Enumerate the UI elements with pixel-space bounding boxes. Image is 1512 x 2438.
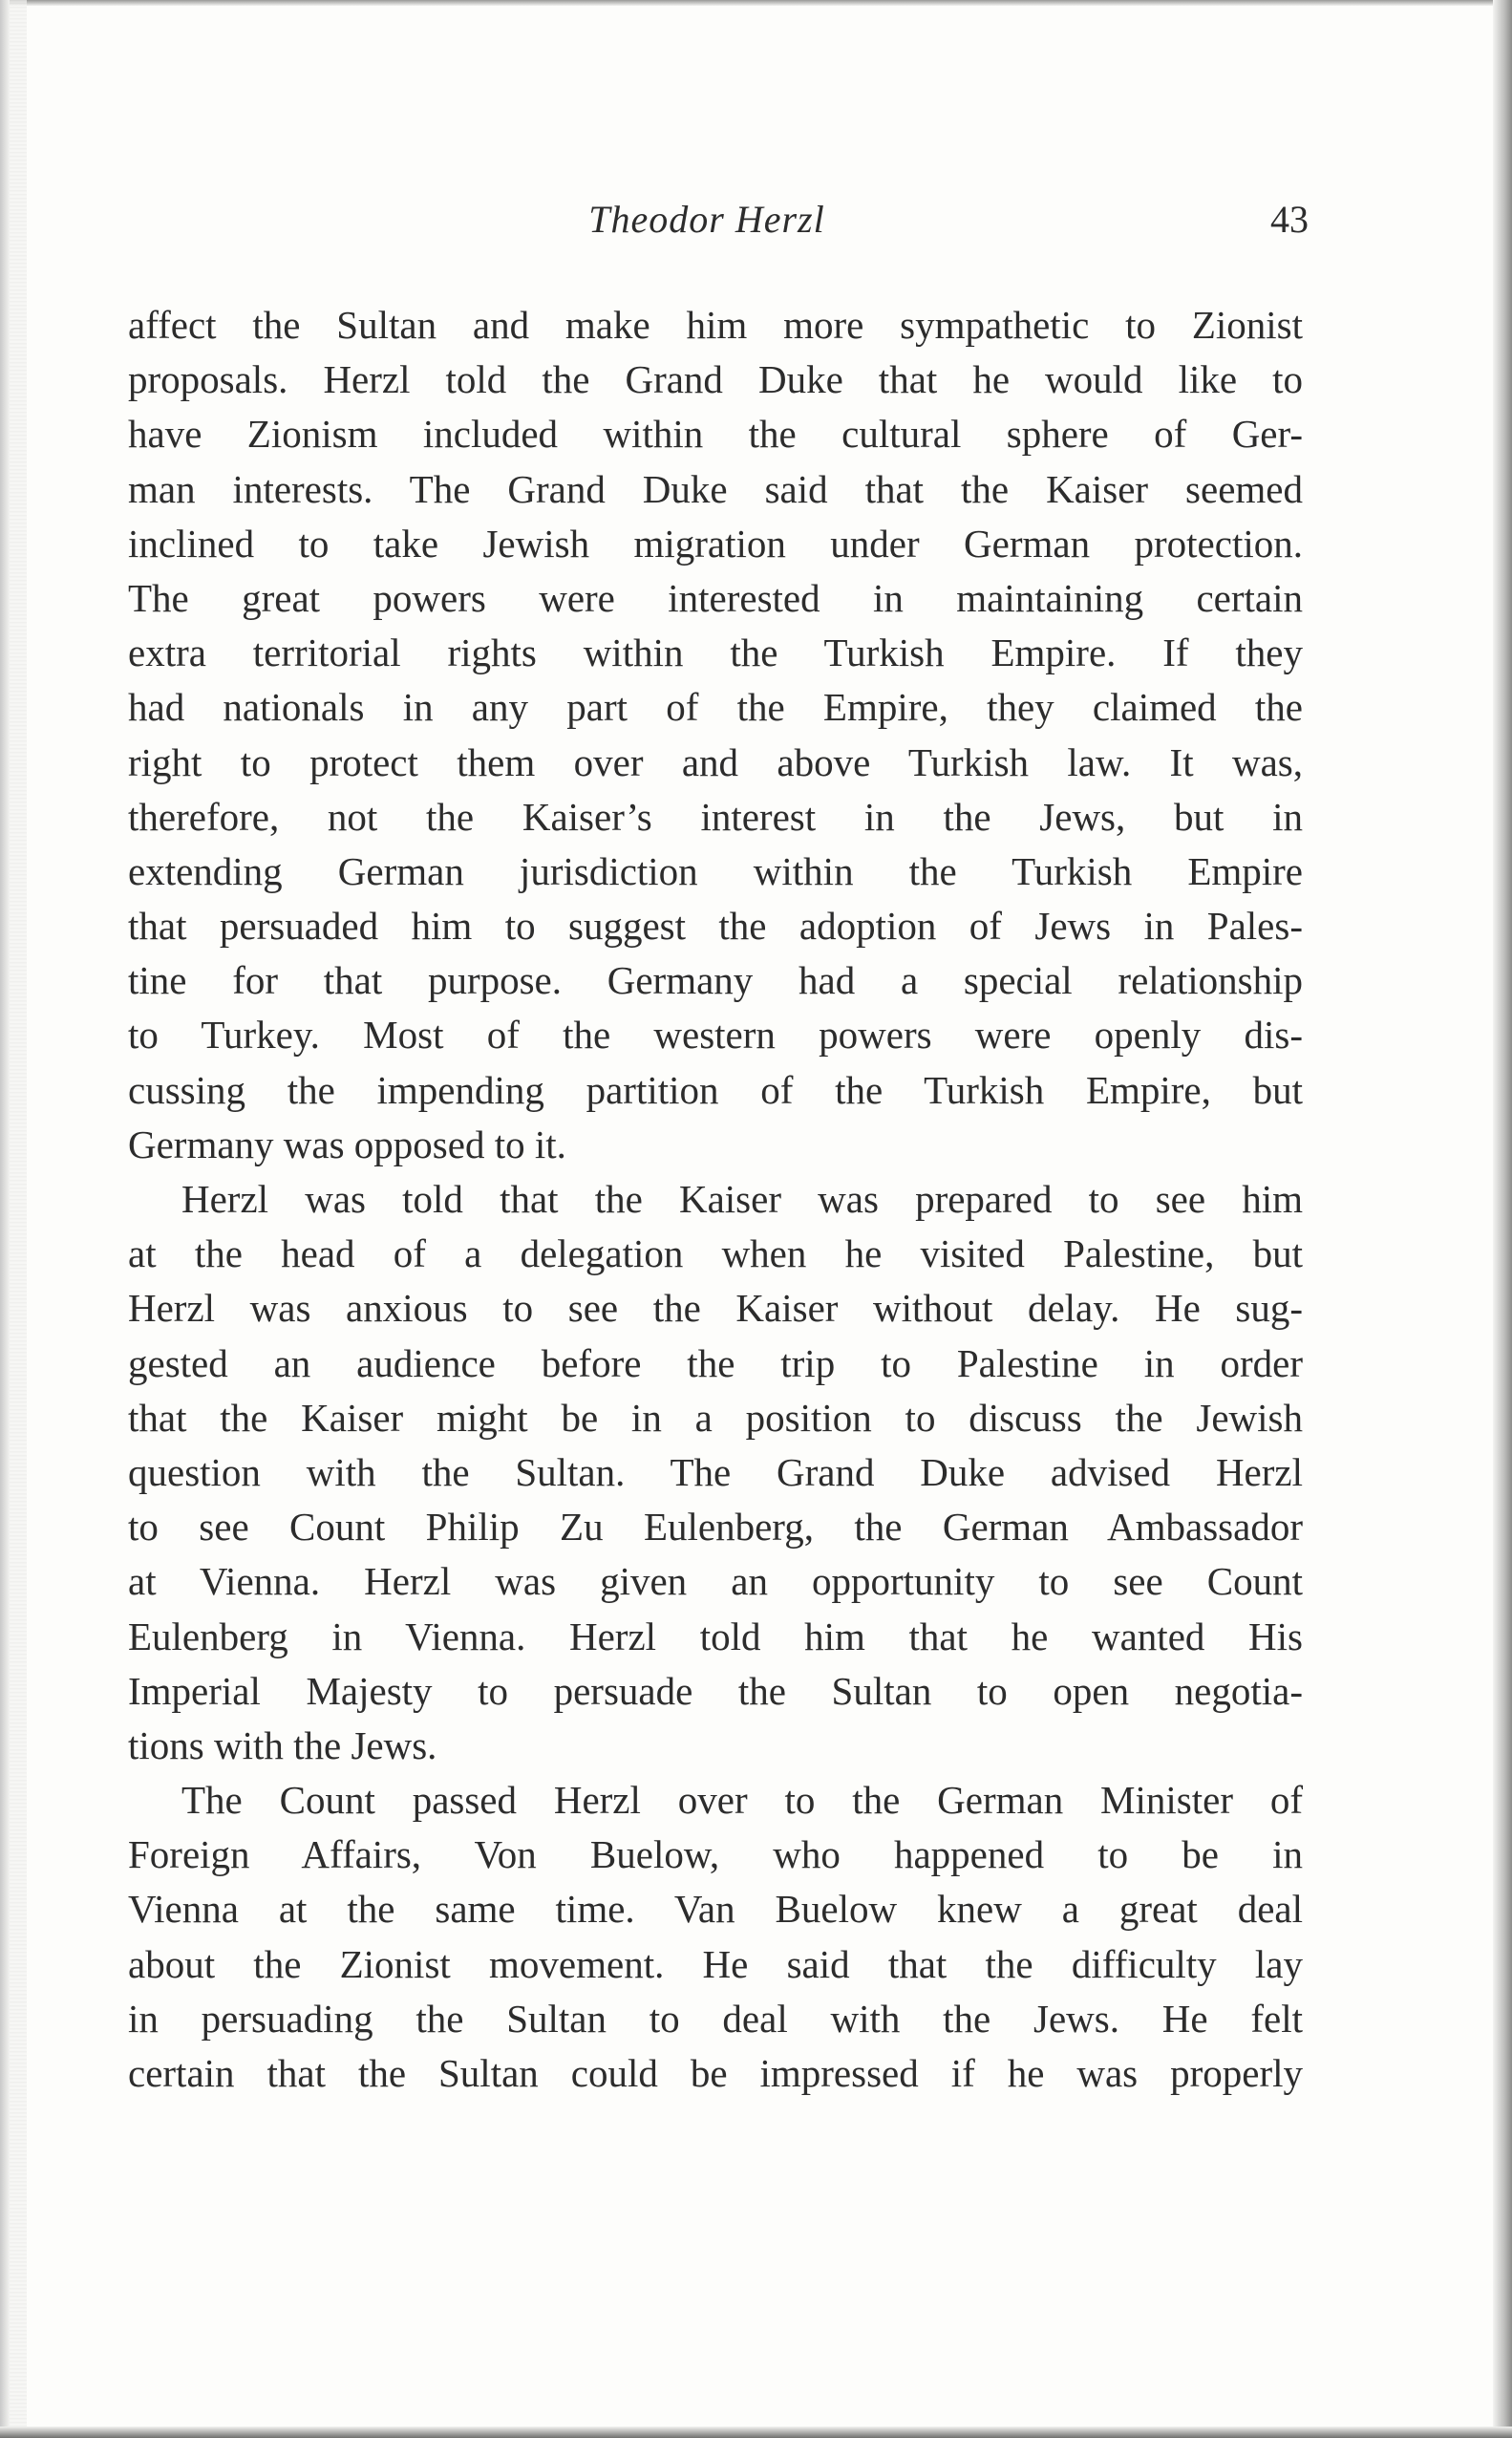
text-line: gested an audience before the trip to Palestine in order: [128, 1340, 1303, 1385]
text-line: inclined to take Jewish migration under German protection.: [128, 521, 1303, 566]
text-line: in persuading the Sultan to deal with the Jews. He felt: [128, 1996, 1303, 2041]
page-gutter-shadow: [10, 0, 27, 2438]
text-line: man interests. The Grand Duke said that the Kaiser seemed: [128, 466, 1303, 511]
text-line: Herzl was anxious to see the Kaiser without delay. He sug-: [128, 1286, 1303, 1331]
page-right-edge: [1493, 0, 1512, 2438]
text-line: about the Zionist movement. He said that the difficulty lay: [128, 1941, 1303, 1986]
text-line: have Zionism included within the cultural sphere of Ger-: [128, 412, 1303, 457]
body-text: [128, 298, 1303, 2101]
text-line: extra territorial rights within the Turkish Empire. If they: [128, 631, 1303, 675]
text-line: to Turkey. Most of the western powers were openly dis-: [128, 1013, 1303, 1058]
text-line: Imperial Majesty to persuade the Sultan to open negotia-: [128, 1668, 1303, 1713]
text-line: cussing the impending partition of the Turkish Empire, but: [128, 1067, 1303, 1112]
text-line: tine for that purpose. Germany had a special relationship: [128, 958, 1303, 1003]
paragraph-end-line: Germany was opposed to it.: [128, 1122, 566, 1166]
page-bottom-edge: [0, 2427, 1512, 2438]
paragraph-start-line: The Count passed Herzl over to the German Minister of: [181, 1778, 1303, 1823]
text-line: that persuaded him to suggest the adoption of Jews in Pales-: [128, 904, 1303, 949]
text-line: The great powers were interested in maintaining certain: [128, 575, 1303, 620]
text-line: therefore, not the Kaiser’s interest in the Jews, but in: [128, 794, 1303, 839]
page-number: 43: [1270, 198, 1309, 241]
text-line: Eulenberg in Vienna. Herzl told him that he wanted His: [128, 1614, 1303, 1658]
running-head: [0, 191, 1512, 248]
text-line: extending German jurisdiction within the Turkish Empire: [128, 848, 1303, 893]
text-line: proposals. Herzl told the Grand Duke that he would like to: [128, 357, 1303, 402]
page-top-edge: [0, 0, 1512, 6]
text-line: Foreign Affairs, Von Buelow, who happened to be in: [128, 1832, 1303, 1877]
text-line: at the head of a delegation when he visited Palestine, but: [128, 1231, 1303, 1276]
text-line: affect the Sultan and make him more sympathetic to Zionist: [128, 303, 1303, 347]
text-line: right to protect them over and above Turkish law. It was,: [128, 739, 1303, 784]
paragraph-start-line: Herzl was told that the Kaiser was prepared to see him: [181, 1177, 1303, 1221]
text-line: at Vienna. Herzl was given an opportunity to see Count: [128, 1559, 1303, 1604]
text-line: that the Kaiser might be in a position to discuss the Jewish: [128, 1395, 1303, 1440]
running-title: Theodor Herzl: [588, 198, 825, 241]
text-line: question with the Sultan. The Grand Duke advised Herzl: [128, 1449, 1303, 1494]
text-line: to see Count Philip Zu Eulenberg, the German Ambassador: [128, 1505, 1303, 1550]
text-line: had nationals in any part of the Empire, they claimed the: [128, 685, 1303, 730]
paragraph-end-line: tions with the Jews.: [128, 1722, 437, 1767]
text-line: certain that the Sultan could be impressed if he was properly: [128, 2051, 1303, 2095]
text-line: Vienna at the same time. Van Buelow knew a great deal: [128, 1887, 1303, 1932]
page-left-edge: [0, 0, 10, 2438]
